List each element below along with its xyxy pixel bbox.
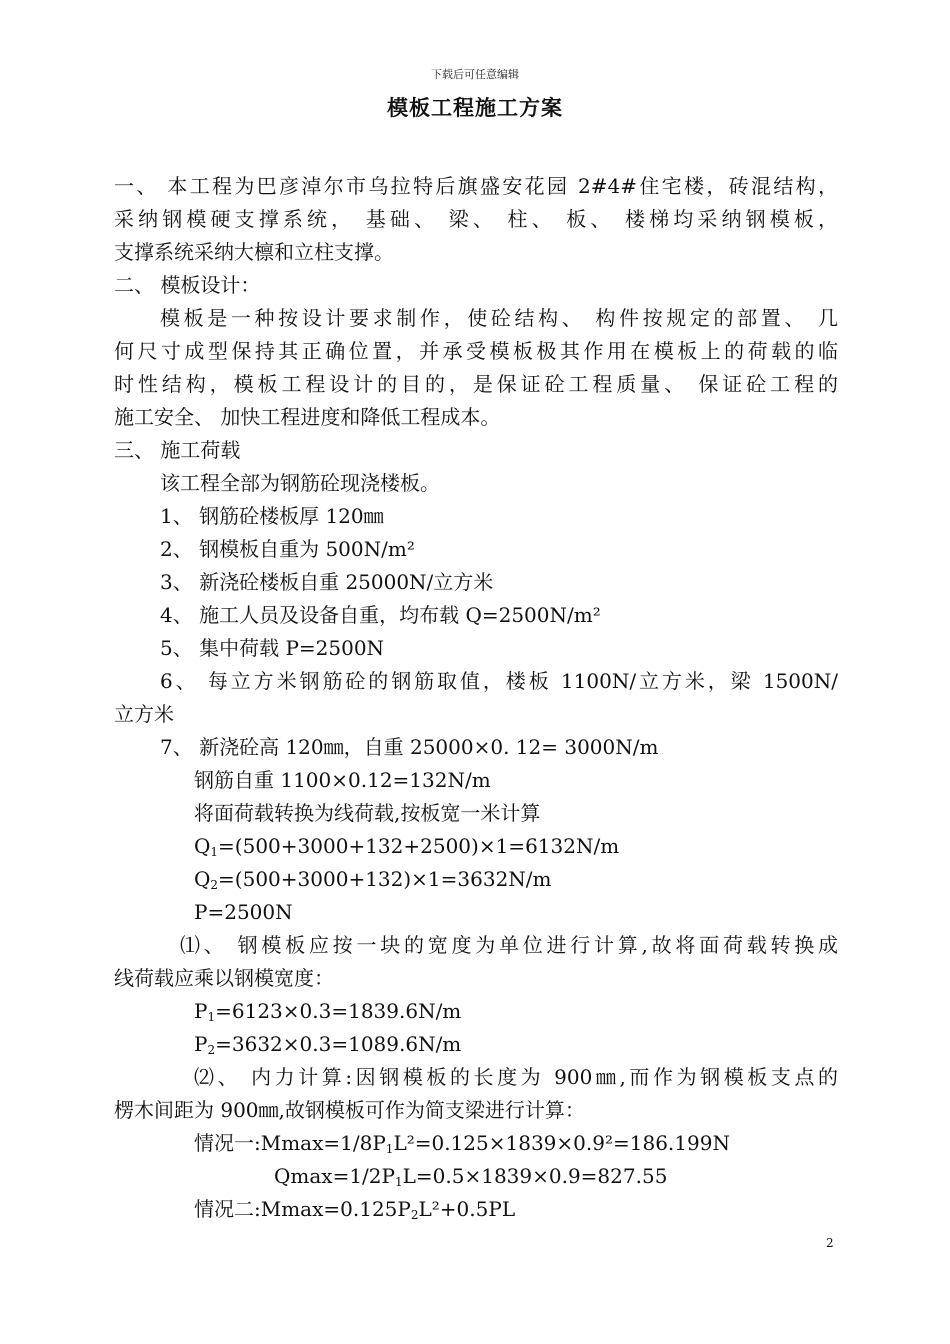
- list-item: 6、 每立方米钢筋砼的钢筋取值，楼板 1100N/立方米，梁 1500N/: [160, 669, 838, 693]
- text-line: 一、 本工程为巴彦淖尔市乌拉特后旗盛安花园 2#4#住宅楼，砖混结构，: [114, 174, 838, 198]
- list-item: 7、 新浇砼高 120㎜，自重 25000×0. 12= 3000N/m: [160, 735, 659, 759]
- page-header: 下载后可任意编辑: [431, 68, 519, 81]
- formula-line: 情况一$:Mmax=1/8P_1L^2=0.125\times 1839\times 0.9^2=186.199N$: [194, 1131, 730, 1156]
- text-line: 时性结构，模板工程设计的目的，是保证砼工程质量、 保证砼工程的: [114, 372, 838, 396]
- list-item: 2、 钢模板自重为 500N/m²: [160, 537, 415, 561]
- text-line: ⑵、 内力计算:因钢模板的长度为 900㎜,而作为钢模板支点的: [194, 1065, 838, 1089]
- formula-line: P=2500N: [194, 900, 293, 924]
- list-item: 4、 施工人员及设备自重，均布载 Q=2500N/m²: [160, 603, 601, 627]
- text-line: 楞木间距为 900㎜,故钢模板可作为简支梁进行计算：: [114, 1098, 585, 1122]
- text-line: 将面荷载转换为线荷载,按板宽一米计算: [194, 801, 541, 825]
- page-number: 2: [826, 1236, 834, 1250]
- formula-line: $P_2=3632\times 0.3=1089.6N/m$: [194, 1032, 462, 1057]
- formula-line: $P_1=6123\times 0.3=1839.6N/m$: [194, 999, 462, 1024]
- text-line: 施工安全、 加快工程进度和降低工程成本。: [114, 405, 501, 429]
- document-title: 模板工程施工方案: [387, 96, 563, 120]
- list-item: 3、 新浇砼楼板自重 25000N/立方米: [160, 570, 494, 594]
- formula-line: 钢筋自重 1100×0.12=132N/m: [194, 768, 491, 792]
- formula-line: 情况二$:Mmax=0.125P_2L^2+0.5PL$: [194, 1197, 516, 1222]
- text-line: 支撑系统采纳大檩和立柱支撑。: [114, 240, 394, 264]
- text-line: 线荷载应乘以钢模宽度：: [114, 966, 334, 990]
- text-line: ⑴、 钢模板应按一块的宽度为单位进行计算,故将面荷载转换成: [180, 933, 838, 957]
- list-item: 5、 集中荷载 P=2500N: [160, 636, 385, 660]
- formula-line: $Q_1=(500+3000+132+2500)\times 1=6132N/m$: [194, 834, 620, 859]
- text-line: 该工程全部为钢筋砼现浇楼板。: [160, 471, 440, 495]
- formula-line: $Q_2=(500+3000+132)\times 1=3632N/m$: [194, 867, 552, 892]
- text-line: 立方米: [114, 702, 174, 726]
- text-line: 采纳钢模硬支撑系统， 基础、 梁、 柱、 板、 楼梯均采纳钢模板，: [114, 207, 838, 231]
- text-line: 模板是一种按设计要求制作，使砼结构、 构件按规定的部置、 几: [160, 306, 838, 330]
- formula-line: $Qmax=1/2P_1L=0.5\times 1839\times 0.9=827.55$: [274, 1164, 668, 1189]
- section-heading: 二、 模板设计：: [114, 273, 261, 297]
- text-line: 何尺寸成型保持其正确位置，并承受模板极其作用在模板上的荷载的临: [114, 339, 838, 363]
- list-item: 1、 钢筋砼楼板厚 120㎜: [160, 504, 384, 528]
- section-heading: 三、 施工荷载: [114, 438, 241, 462]
